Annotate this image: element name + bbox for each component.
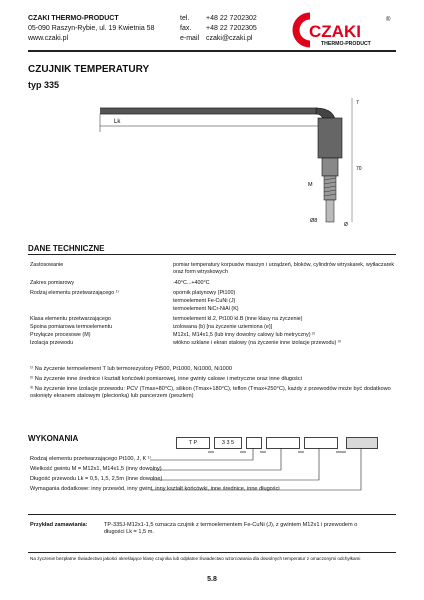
code-box-335: 3 3 5 [214,437,242,449]
tech-rule [28,254,396,255]
tech-row-value: włókno szklane i ekran stalowy (na życzenie inne izolacje przewodu) ³⁾ [173,340,341,346]
tech-row-value: M12x1, M14x1,5 (lub inny dowolny calowy lub metryczny) ²⁾ [173,332,316,338]
example-rule [28,514,396,515]
header-divider [28,50,396,52]
dia8-label: Ø8 [310,218,318,224]
tech-row-value: -40°C...+400°C [173,280,210,286]
tech-row-value: termoelement NiCr-NiAl (K) [173,306,239,312]
company-www[interactable]: www.czaki.pl [28,35,69,42]
tech-row-label: Rodzaj elementu przetwarzającego ¹⁾ [30,290,119,296]
tech-row-value: termoelement Fe-CuNi (J) [173,298,236,304]
example-text: TP-335J-M12x1-1,5 oznacza czujnik z termoelementem Fe-CuNi (J), z gwintem M12x1 i przewodem o długości Lk = 1,5 m. [104,522,358,535]
tech-row-label: Klasa elementu przetwarzającego [30,316,111,322]
tech-row-value: opornik platynowy (Pt100) [173,290,236,296]
tech-row-label: Spoina pomiarowa termoelementu [30,324,113,330]
sensor-drawing [90,90,390,240]
order-line-extra: Wymagania dodatkowe: inny przewód, inny gwint, inny kształt końcówki, inne średnice, inne długości [30,486,280,492]
page-title: CZUJNIK TEMPERATURY [28,64,150,75]
page-number: 5.8 [207,576,217,583]
dim-7-label: 7 [356,100,359,106]
footer-note: Na życzenie bezpłatne Świadectwo jakości określające klasę czujnika lub odpłatne Świadectwo wzorcowania dla dowolnych temperatur z omaczonymi odchyłkami [30,556,361,561]
code-box-tp: T P [176,437,210,449]
order-line-element: Rodzaj elementu przetwarzającego Pt100, J, K ¹⁾ [30,456,152,462]
email-value[interactable]: czaki@czaki.pl [206,35,253,42]
company-address: 05-090 Raszyn-Rybie, ul. 19 Kwietnia 58 [28,25,155,32]
example-label: Przykład zamawiania: [30,522,88,528]
tech-row-value: termoelement kl.2, Pt100 kl.B (inne klasy na życzenie) [173,316,303,322]
tech-row-label: Przyłącze procesowe (M) [30,332,91,338]
tech-heading: DANE TECHNICZNE [28,244,105,253]
tel-label: tel. [180,15,190,22]
tech-row-label: Zastosowanie [30,262,64,268]
dim-70-label: 70 [356,166,362,172]
tech-row-label: Izolacja przewodu [30,340,74,346]
email-label: e-mail [180,35,200,42]
order-line-length: Długość przewodu Lk = 0,5, 1,5, 2,5m (inne dowolne) [30,476,163,482]
logo-subtext: THERMO-PRODUCT [321,41,371,47]
footer-rule [28,552,396,553]
fax-label: fax. [180,25,192,32]
czaki-logo [288,12,396,48]
tech-note-3: ³⁾ Na życzenie inne izolacje przewodu: PCV (Tmax+80°C), silikon (Tmax+180°C), teflon (Tmax+250°C), każdy z przewodów może być dodatkowo osłonięty ekranem stalowym (plecionką) lub pancerzem (peszlem) [30,386,391,399]
tel-value: +48 22 7202302 [206,15,257,22]
tech-note-1: ¹⁾ Na życzenie termoelement T lub termorezystory Pt500, Pt1000, Ni1000, Ni1000 [30,366,233,372]
tech-row-value: pomiar temperatury korpusów maszyn i urządzeń, bloków, cylindrów wtryskarek, wytłaczarek oraz form wtryskowych [173,262,395,275]
company-name: CZAKI THERMO-PRODUCT [28,15,119,22]
tech-note-2: ²⁾ Na życzenie inne średnice i kształt końcówki pomiarowej, inne gwinty calowe i metryczne oraz inne długości [30,376,302,382]
thread-m-label: M [308,182,313,188]
fax-value: +48 22 7202305 [206,25,257,32]
tech-row-value: izolowana (b) [na życzenie uziemiona (e)] [173,324,273,330]
dia-small-label: Ø [344,222,348,228]
order-heading: WYKONANIA [28,434,79,443]
lk-label: Lk [114,119,121,125]
order-line-thread: Wielkość gwintu M = M12x1, M14x1,5 (inny dowolny) [30,466,162,472]
page-subtitle: typ 335 [28,80,60,90]
tech-row-label: Zakres pomiarowy [30,280,75,286]
logo-registered: ® [386,17,391,23]
logo-text: CZAKI [309,22,361,41]
